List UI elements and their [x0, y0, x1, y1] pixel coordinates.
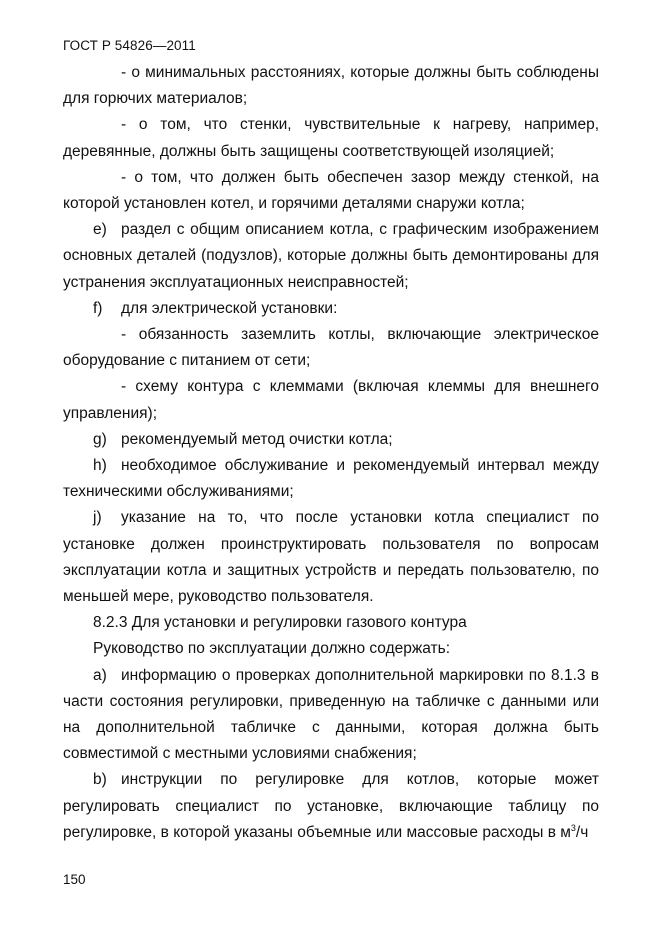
paragraph-text: Руководство по эксплуатации должно содержать: — [93, 640, 450, 658]
list-item — [63, 427, 599, 453]
intro-paragraph — [63, 636, 599, 662]
section-heading — [63, 610, 599, 636]
bullet-paragraph — [63, 322, 599, 374]
list-item-text: указание на то, что после установки котла специалист по установке должен проинструктировать пользователя по вопросам эксплуатации котла и защитных устройств и передать пользователю, по меньшей мере, руководство пользователя. — [63, 509, 599, 606]
list-item-label: а) — [93, 666, 107, 684]
page-header: ГОСТ Р 54826—2011 — [63, 38, 196, 53]
paragraph-text: - о том, что стенки, чувствительные к нагреву, например, деревянные, должны быть защищены соответствующей изоляцией; — [63, 116, 599, 160]
document-body — [63, 60, 599, 846]
list-item-label: j) — [93, 509, 102, 527]
list-item-text: информацию о проверках дополнительной маркировки по 8.1.3 в части состояния регулировки, приведенную на табличке с данными или на дополнительной табличке с данными, которая должна быть совместимой с местными условиями снабжения; — [63, 666, 599, 763]
list-item — [63, 767, 599, 846]
list-item-text: для электрической установки: — [121, 299, 338, 317]
list-item — [63, 505, 599, 610]
unit-tail: /ч — [575, 823, 589, 841]
list-item-text: рекомендуемый метод очистки котла; — [121, 430, 393, 448]
list-item-text: раздел с общим описанием котла, с графическим изображением основных деталей (подузлов), которые должны быть демонтированы для устранения эксплуатационных неисправностей; — [63, 221, 599, 291]
bullet-paragraph — [63, 165, 599, 217]
list-item — [63, 453, 599, 505]
list-item-text: необходимое обслуживание и рекомендуемый интервал между техническими обслуживаниями; — [63, 457, 599, 501]
section-heading-text: 8.2.3 Для установки и регулировки газового контура — [93, 614, 467, 632]
list-item — [63, 217, 599, 296]
list-item-label: е) — [93, 221, 107, 239]
paragraph-text: - обязанность заземлить котлы, включающие электрическое оборудование с питанием от сети; — [63, 326, 599, 370]
list-item-label: f) — [93, 299, 103, 317]
list-item-label: b) — [93, 771, 107, 789]
list-item-label: g) — [93, 430, 107, 448]
list-item — [63, 663, 599, 768]
list-item — [63, 296, 599, 322]
superscript: 3 — [570, 822, 576, 833]
list-item-text: инструкции по регулировке для котлов, которые может регулировать специалист по установке, включающие таблицу по регулировке, в которой указаны объемные или массовые расходы в м — [63, 771, 599, 841]
paragraph-text: - схему контура с клеммами (включая клеммы для внешнего управления); — [63, 378, 599, 422]
bullet-paragraph — [63, 112, 599, 164]
bullet-paragraph — [63, 60, 599, 112]
bullet-paragraph — [63, 374, 599, 426]
list-item-label: h) — [93, 457, 107, 475]
paragraph-text: - о том, что должен быть обеспечен зазор между стенкой, на которой установлен котел, и горячими деталями снаружи котла; — [63, 168, 599, 213]
page-number: 150 — [63, 872, 86, 887]
paragraph-text: - о минимальных расстояниях, которые должны быть соблюдены для горючих материалов; — [63, 64, 599, 108]
